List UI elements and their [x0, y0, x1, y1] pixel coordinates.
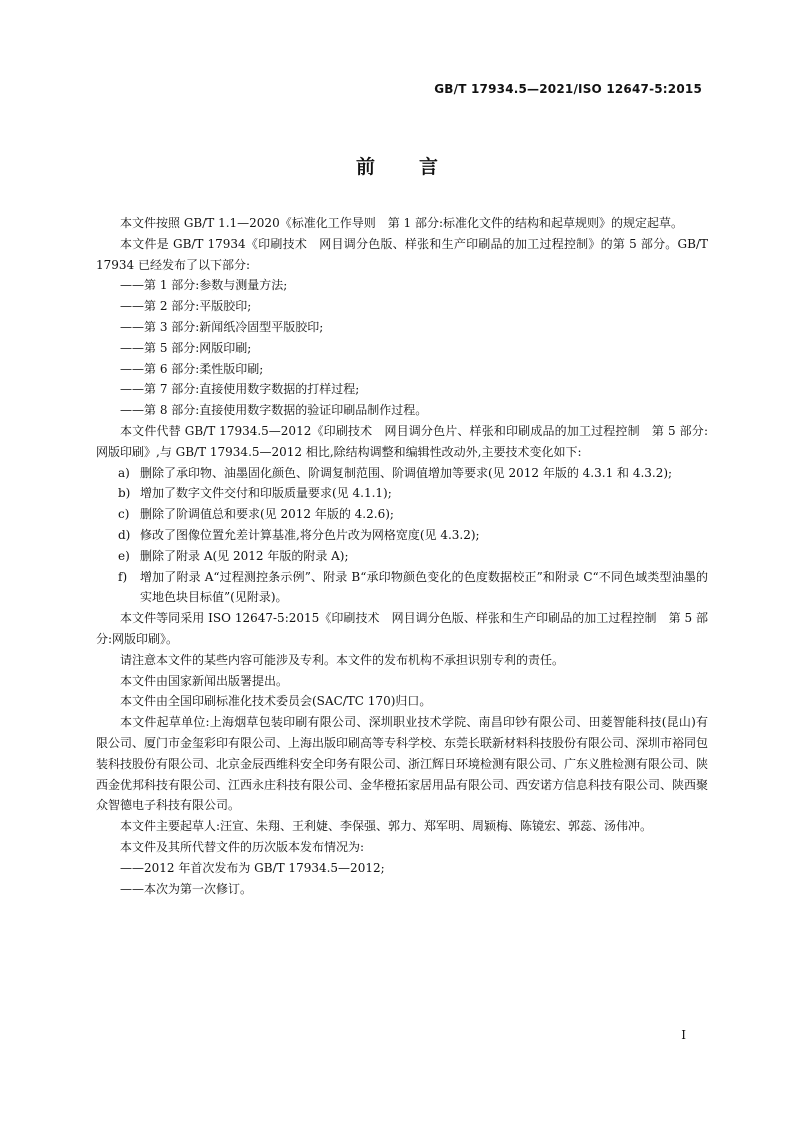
- change-label: e): [118, 548, 130, 563]
- change-text: 删除了承印物、油墨固化颜色、阶调复制范围、阶调值增加等要求(见 2012 年版的 4.3.1 和 4.3.2);: [140, 465, 673, 480]
- change-label: a): [118, 465, 130, 480]
- paragraph-series-intro: 本文件是 GB/T 17934《印刷技术 网目调分色版、样张和生产印刷品的加工过程控制》的第 5 部分。GB/T 17934 已经发布了以下部分:: [96, 236, 708, 272]
- change-label: b): [118, 486, 131, 501]
- change-text: 删除了附录 A(见 2012 年版的附录 A);: [140, 548, 349, 563]
- paragraph-equivalence: 本文件等同采用 ISO 12647-5:2015《印刷技术 网目调分色版、样张和生产印刷品的加工过程控制 第 5 部分:网版印刷》。: [96, 611, 708, 646]
- page-title: 前言: [355, 156, 482, 178]
- list-item-part-8: ——第 8 部分:直接使用数字数据的验证印刷品制作过程。: [120, 403, 428, 418]
- paragraph-replaces: 本文件代替 GB/T 17934.5—2012《印刷技术 网目调分色片、样张和印刷成品的加工过程控制 第 5 部分:网版印刷》,与 GB/T 17934.5—2012 相比,除结构调整和编辑性改动外,主要技术变化如下:: [96, 423, 708, 459]
- standard-code-header: GB/T 17934.5—2021/ISO 12647-5:2015: [434, 82, 702, 96]
- change-text: 增加了附录 A“过程测控条示例”、附录 B“承印物颜色变化的色度数据校正”和附录 C“不同色域类型油墨的实地色块目标值”(见附录)。: [140, 569, 708, 605]
- list-item-history-1: ——2012 年首次发布为 GB/T 17934.5—2012;: [120, 860, 385, 875]
- paragraph-drafting-rule: 本文件按照 GB/T 1.1—2020《标准化工作导则 第 1 部分:标准化文件的结构和起草规则》的规定起草。: [120, 216, 684, 230]
- list-item-history-2: ——本次为第一次修订。: [120, 881, 253, 896]
- change-item-a: [96, 463, 708, 484]
- change-text: 增加了数字文件交付和印版质量要求(见 4.1.1);: [140, 486, 392, 501]
- change-item-d: [96, 525, 708, 546]
- list-item-part-5: ——第 5 部分:网版印刷;: [120, 340, 252, 355]
- change-text: 删除了阶调值总和要求(见 2012 年版的 4.2.6);: [140, 507, 394, 522]
- change-item-b: [96, 483, 708, 504]
- change-label: c): [118, 507, 130, 522]
- paragraph-drafting-units: 本文件起草单位:上海烟草包装印刷有限公司、深圳职业技术学院、南昌印钞有限公司、田菱智能科技(昆山)有限公司、厦门市金玺彩印有限公司、上海出版印刷高等专科学校、东莞长联新材料科技股份有限公司、深圳市裕同包装科技股份有限公司、北京金辰西维科安全印务有限公司、浙江辉日环境检测有限公司、广东义胜检测有限公司、陕西金优邦科技有限公司、江西永庄科技有限公司、金华橙拓家居用品有限公司、西安诺方信息科技有限公司、陕西聚众智德电子科技有限公司。: [96, 715, 709, 813]
- change-item-c: [96, 504, 708, 525]
- change-text: 修改了图像位置允差计算基准,将分色片改为网格宽度(见 4.3.2);: [140, 527, 480, 542]
- paragraph-technical-committee: 本文件由全国印刷标准化技术委员会(SAC/TC 170)归口。: [120, 694, 432, 709]
- foreword-body: [96, 213, 708, 899]
- list-item-part-2: ——第 2 部分:平版胶印;: [120, 299, 252, 314]
- page-number: I: [681, 1028, 686, 1042]
- list-item-part-7: ——第 7 部分:直接使用数字数据的打样过程;: [120, 382, 360, 397]
- list-item-part-6: ——第 6 部分:柔性版印刷;: [120, 361, 264, 376]
- list-item-part-1: ——第 1 部分:参数与测量方法;: [120, 278, 288, 293]
- change-item-e: [96, 546, 708, 567]
- paragraph-proposer: 本文件由国家新闻出版署提出。: [120, 673, 289, 688]
- paragraph-patent-notice: 请注意本文件的某些内容可能涉及专利。本文件的发布机构不承担识别专利的责任。: [120, 652, 565, 667]
- change-label: d): [118, 527, 131, 542]
- paragraph-history-intro: 本文件及其所代替文件的历次版本发布情况为:: [120, 839, 365, 854]
- paragraph-drafters: 本文件主要起草人:汪宣、朱翔、王利婕、李保强、郭力、郑军明、周颖梅、陈镜宏、郭蕊、汤伟冲。: [120, 819, 653, 834]
- change-item-f: [96, 567, 708, 609]
- list-item-part-3: ——第 3 部分:新闻纸冷固型平版胶印;: [120, 319, 324, 334]
- change-label: f): [118, 569, 128, 584]
